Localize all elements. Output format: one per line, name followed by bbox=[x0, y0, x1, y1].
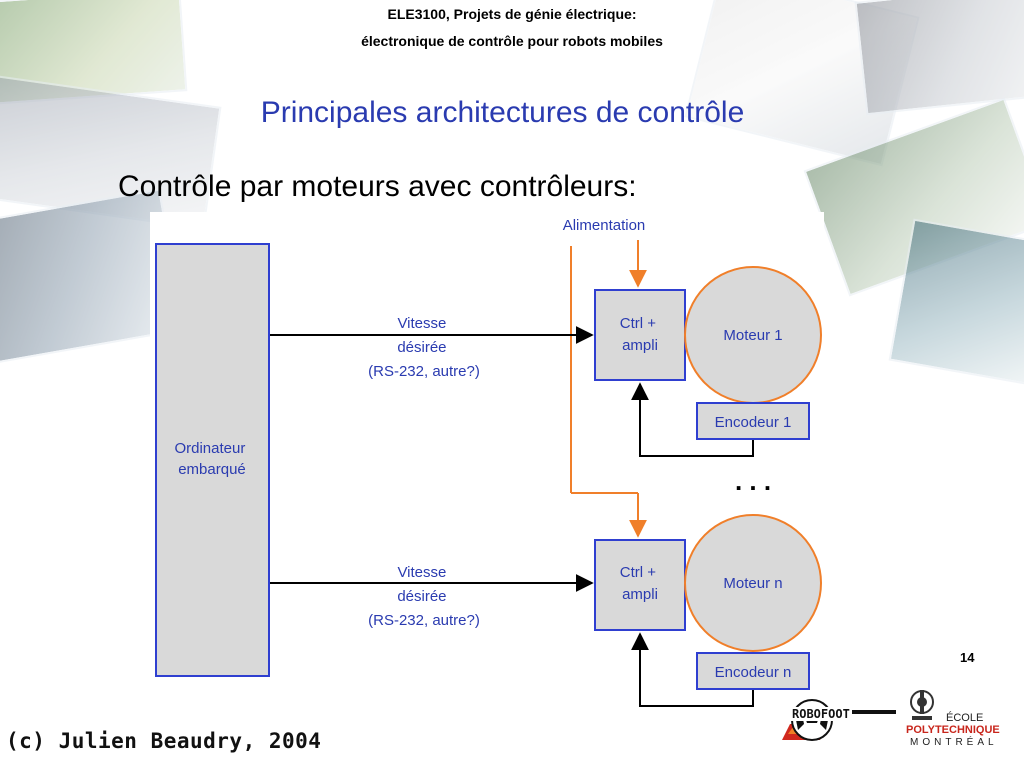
motor-label-1: Moteur 1 bbox=[723, 327, 783, 344]
polytechnique-emblem-icon bbox=[906, 688, 938, 724]
computer-label-line2: embarqué bbox=[178, 461, 246, 478]
copyright: (c) Julien Beaudry, 2004 bbox=[6, 729, 322, 753]
robofoot-wordmark: ROBOFOOT bbox=[792, 707, 850, 721]
encoder-label-1: Encodeur 1 bbox=[714, 414, 792, 431]
power-label: Alimentation bbox=[562, 217, 646, 234]
slide-title: Principales architectures de contrôle bbox=[260, 96, 745, 129]
motor-label-n: Moteur n bbox=[723, 575, 783, 592]
speed-label-n: Vitesse désirée (RS-232, autre?) bbox=[368, 564, 480, 629]
poly-ecole-text: ÉCOLE bbox=[946, 712, 984, 724]
controller-box-n bbox=[595, 540, 685, 630]
computer-box bbox=[156, 244, 269, 676]
controller-label-1: Ctrl + ampli bbox=[619, 315, 658, 354]
course-subtitle: électronique de contrôle pour robots mobiles bbox=[361, 33, 663, 49]
poly-polytechnique-text: POLYTECHNIQUE bbox=[906, 724, 1000, 736]
poly-montreal-text: MONTRÉAL bbox=[910, 737, 998, 748]
ellipsis: . . . bbox=[734, 466, 772, 496]
page-number: 14 bbox=[960, 650, 975, 665]
controller-box-1 bbox=[595, 290, 685, 380]
computer-label-line1: Ordinateur bbox=[174, 440, 246, 457]
speed-label-1: Vitesse désirée (RS-232, autre?) bbox=[368, 315, 480, 380]
slide-subtitle: Contrôle par moteurs avec contrôleurs: bbox=[118, 170, 637, 203]
course-title: ELE3100, Projets de génie électrique: bbox=[387, 6, 637, 22]
robofoot-logo bbox=[780, 690, 898, 752]
encoder-label-n: Encodeur n bbox=[714, 664, 792, 681]
controller-label-n: Ctrl + ampli bbox=[619, 564, 658, 603]
